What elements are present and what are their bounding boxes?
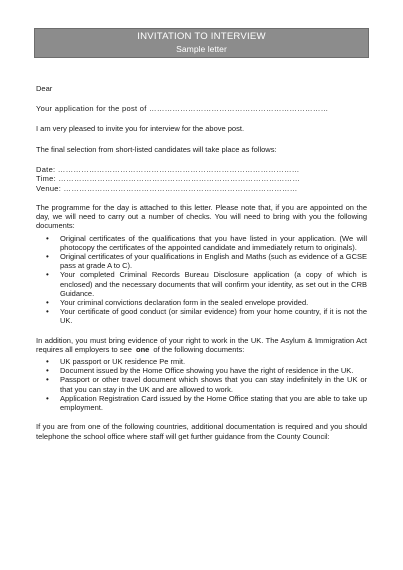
letter-subtitle: Sample letter <box>176 44 227 54</box>
list-item: • Your certificate of good conduct (or similar evidence) from your home country, if it is not the UK. <box>36 307 367 325</box>
programme-paragraph: The programme for the day is attached to this letter. Please note that, if you are appointed on the day, we will need to carry out a number of checks. You will need to bring with you the following documents: <box>36 203 367 231</box>
required-documents-list <box>36 234 367 326</box>
list-item: • Your criminal convictions declaration form in the sealed envelope provided. <box>36 298 367 307</box>
list-item: • Application Registration Card issued by the Home Office stating that you are able to take up employment. <box>36 394 367 412</box>
invite-line: I am very pleased to invite you for interview for the above post. <box>36 124 245 134</box>
closing-paragraph: If you are from one of the following countries, additional documentation is required and you should telephone the school office where staff will get further guidance from the County Council: <box>36 422 367 441</box>
application-line: Your application for the post of …………………………………………………………… <box>36 104 329 114</box>
list-item: • Passport or other travel document which shows that you can stay indefinitely in the UK or that you can stay in the UK and are allowed to work. <box>36 375 367 393</box>
right-to-work-text-start: In addition, you must bring evidence of your right to work in the UK. The Asylum & Immigration Act requires all employers to see <box>36 335 367 354</box>
schedule-fields <box>36 165 367 193</box>
list-item: • Original certificates of the qualifications that you have listed in your application. (We will photocopy the certificates of the appointed candidate and immediately return to originals). <box>36 234 367 252</box>
list-item: • Document issued by the Home Office showing you have the right of residence in the UK. <box>36 366 367 375</box>
letter-title: INVITATION TO INTERVIEW <box>137 31 266 42</box>
emphasis-one: one <box>135 344 150 354</box>
right-to-work-paragraph <box>36 336 367 354</box>
date-field: Date: ………………………………………………………………………………… <box>36 164 300 174</box>
list-item: • UK passport or UK residence Pe rmit. <box>36 357 367 366</box>
venue-field: Venue: ……………………………………………………………………………… <box>36 183 298 193</box>
time-field: Time: ………………………………………………………………………………… <box>36 174 301 184</box>
work-documents-list <box>36 357 367 412</box>
right-to-work-text-end: of the following documents: <box>153 344 245 354</box>
salutation: Dear <box>36 84 53 93</box>
letter-body <box>36 84 367 441</box>
list-item: • Your completed Criminal Records Bureau Disclosure application (a copy of which is enclosed) and the necessary documents that will confirm your identity, as set out in the CRB Guidance. <box>36 270 367 298</box>
title-banner <box>34 28 369 58</box>
list-item: • Original certificates of your qualifications in English and Maths (such as evidence of a GCSE pass at grade A to C). <box>36 252 367 270</box>
selection-line: The final selection from short-listed candidates will take place as follows: <box>36 144 277 154</box>
